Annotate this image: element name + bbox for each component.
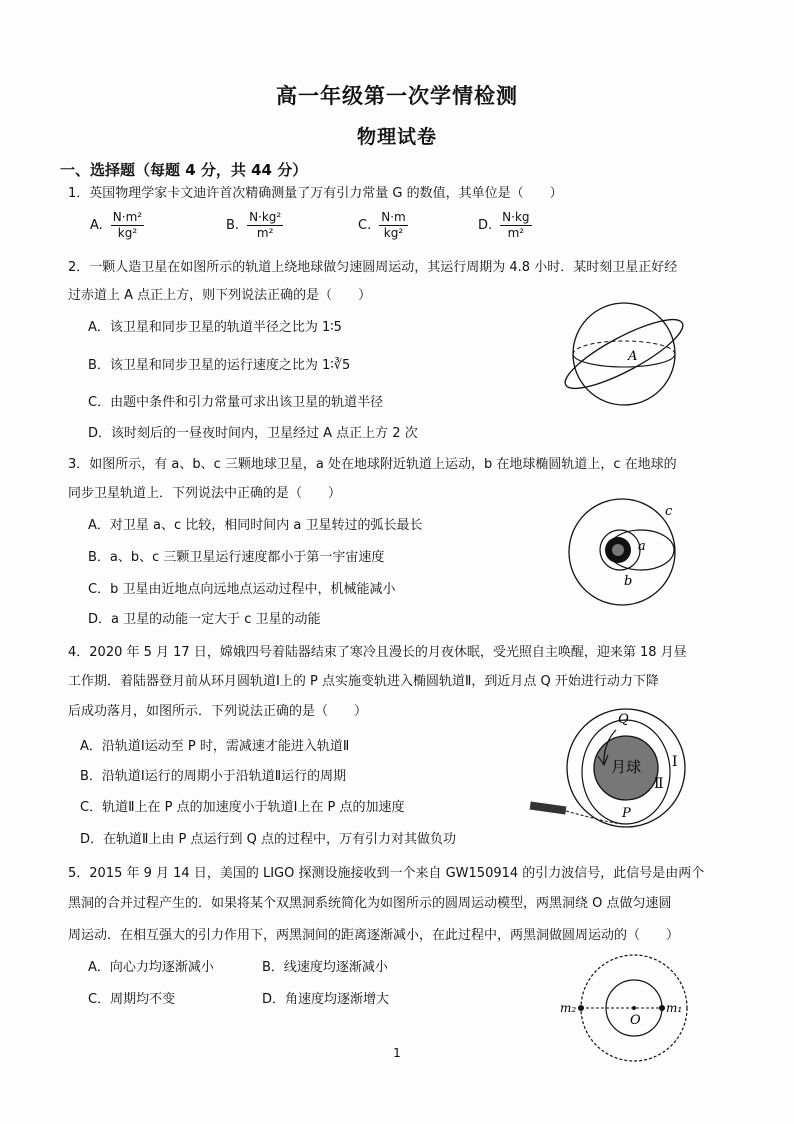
orbit-i-label: Ⅰ — [672, 754, 678, 770]
q2-stem-line1: 2．一颗人造卫星在如图所示的轨道上绕地球做匀速圆周运动，其运行周期为 4.8 小时．某时刻卫星正好经 — [68, 260, 678, 275]
q1-option-d — [478, 210, 532, 241]
q2-option-b: B．该卫星和同步卫星的运行速度之比为 1∶∛5 — [88, 358, 351, 373]
label-c: c — [665, 504, 673, 519]
fraction — [111, 210, 144, 241]
section-heading: 一、选择题（每题 4 分，共 44 分） — [60, 161, 308, 179]
q4-option-d: D．在轨道Ⅱ上由 P 点运行到 Q 点的过程中，万有引力对其做负功 — [80, 832, 457, 847]
point-q-label: Q — [618, 712, 629, 727]
q3-option-d: D．a 卫星的动能一定大于 c 卫星的动能 — [88, 612, 321, 627]
option-letter: C. — [358, 218, 372, 233]
exam-subtitle: 物理试卷 — [356, 126, 437, 148]
numerator: N·kg² — [249, 210, 282, 224]
m2-label: m₂ — [560, 1001, 577, 1015]
earth-core — [612, 544, 624, 556]
option-letter: A. — [90, 218, 103, 233]
lander-icon — [530, 802, 567, 815]
fraction — [500, 210, 531, 241]
q5-stem-line3: 周运动．在相互强大的引力作用下，两黑洞间的距离逐渐减小，在此过程中，两黑洞做圆周运动的（ ） — [68, 928, 680, 943]
orbit-ii-label: Ⅱ — [654, 776, 664, 792]
q1-option-a — [90, 210, 144, 241]
label-a: a — [638, 539, 646, 554]
mass-m1 — [659, 1005, 665, 1011]
fraction — [379, 210, 407, 241]
point-p-label: P — [622, 806, 631, 821]
fraction — [247, 210, 283, 241]
q3-option-b: B．a、b、c 三颗卫星运行速度都小于第一宇宙速度 — [88, 550, 385, 565]
q5-stem-line2: 黑洞的合并过程产生的．如果将某个双黑洞系统简化为如图所示的圆周运动模型，两黑洞绕 O 点做匀速圆 — [68, 896, 672, 911]
satellite-orbit — [558, 308, 691, 400]
exam-title: 高一年级第一次学情检测 — [276, 84, 518, 108]
q1-stem: 1．英国物理学家卡文迪许首次精确测量了万有引力常量 G 的数值，其单位是（ ） — [68, 186, 563, 201]
q3-option-a: A．对卫星 a、c 比较，相同时间内 a 卫星转过的弧长最长 — [88, 518, 423, 533]
q4-stem-line2: 工作期．着陆器登月前从环月圆轨道Ⅰ上的 P 点实施变轨进入椭圆轨道Ⅱ，到近月点 Q 开始进行动力下降 — [68, 674, 659, 689]
approach-path — [566, 811, 626, 824]
center-o — [632, 1006, 636, 1010]
q4-stem-line1: 4．2020 年 5 月 17 日，嫦娥四号着陆器结束了寒冷且漫长的月夜休眠，受光照自主唤醒，迎来第 18 月昼 — [68, 645, 687, 660]
q5-option-a: A．向心力均逐渐减小 — [88, 960, 214, 975]
earth-outline — [573, 303, 675, 405]
numerator: N·m — [381, 210, 406, 224]
m1-label: m₁ — [666, 1001, 683, 1015]
q1-option-b — [226, 210, 283, 241]
q1-option-c — [358, 210, 408, 241]
point-a-label: A — [628, 349, 638, 364]
q5-option-d: D．角速度均逐渐增大 — [262, 992, 390, 1007]
q5-option-b: B．线速度均逐渐减小 — [262, 960, 388, 975]
q4-option-b: B．沿轨道Ⅰ运行的周期小于沿轨道Ⅱ运行的周期 — [80, 769, 347, 784]
denominator: kg² — [117, 226, 138, 240]
numerator: N·kg — [502, 210, 530, 224]
q3-stem-line2: 同步卫星轨道上．下列说法中正确的是（ ） — [68, 486, 342, 501]
q4-option-a: A．沿轨道Ⅰ运动至 P 时，需减速才能进入轨道Ⅱ — [80, 739, 350, 754]
q5-option-c: C．周期均不变 — [88, 992, 176, 1007]
option-letter: B. — [226, 218, 240, 233]
q2-option-a: A．该卫星和同步卫星的轨道半径之比为 1∶5 — [88, 320, 342, 335]
denominator: kg² — [383, 226, 404, 240]
moon-label: 月球 — [610, 758, 642, 776]
q5-stem-line1: 5．2015 年 9 月 14 日，美国的 LIGO 探测设施接收到一个来自 GW150914 的引力波信号，此信号是由两个 — [68, 866, 705, 881]
q2-option-c: C．由题中条件和引力常量可求出该卫星的轨道半径 — [88, 395, 384, 410]
option-letter: D. — [478, 218, 493, 233]
q2-earth-orbit-figure — [562, 302, 692, 406]
q4-lunar-orbit-figure — [522, 708, 692, 832]
mass-m2 — [578, 1005, 584, 1011]
q2-option-d: D．该时刻后的一昼夜时间内，卫星经过 A 点正上方 2 次 — [88, 426, 418, 441]
page-number: 1 — [393, 1046, 401, 1060]
numerator: N·m² — [112, 210, 143, 224]
q2-stem-line2: 过赤道上 A 点正上方，则下列说法正确的是（ ） — [68, 288, 372, 303]
q4-stem-line3: 后成功落月，如图所示．下列说法正确的是（ ） — [68, 704, 368, 719]
denominator: m² — [256, 226, 274, 240]
label-b: b — [624, 574, 633, 589]
q3-option-c: C．b 卫星由近地点向远地点运动过程中，机械能减小 — [88, 582, 396, 597]
q3-stem-line1: 3．如图所示，有 a、b、c 三颗地球卫星，a 处在地球附近轨道上运动，b 在地球椭圆轨道上，c 在地球的 — [68, 457, 677, 472]
q4-option-c: C．轨道Ⅱ上在 P 点的加速度小于轨道Ⅰ上在 P 点的加速度 — [80, 800, 405, 815]
q3-satellite-figure — [565, 498, 685, 606]
denominator: m² — [507, 226, 525, 240]
o-label: O — [630, 1013, 641, 1028]
